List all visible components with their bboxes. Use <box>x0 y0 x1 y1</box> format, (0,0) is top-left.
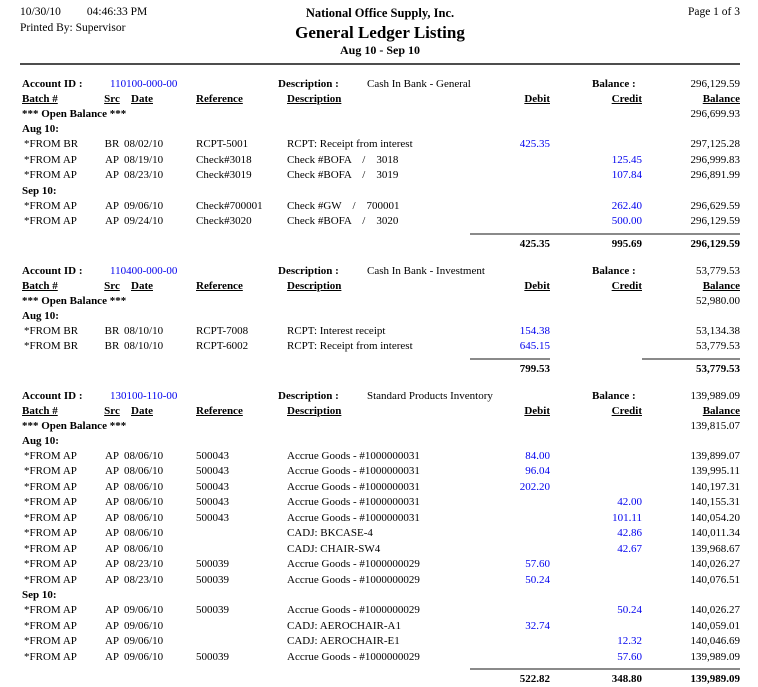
column-header-debit: Debit <box>470 92 550 107</box>
tx-reference: 500039 <box>194 603 286 619</box>
tx-src: AP <box>100 464 124 480</box>
tx-batch: *FROM BR <box>20 339 100 355</box>
tx-debit-amount <box>470 634 550 650</box>
column-header-description: Description <box>286 279 470 294</box>
header-left <box>20 6 295 34</box>
report-date: 10/30/10 <box>20 6 61 18</box>
tx-src: AP <box>100 480 124 496</box>
tx-reference: RCPT-5001 <box>194 137 286 153</box>
month-group-row <box>20 122 740 137</box>
column-header-balance: Balance <box>642 92 740 107</box>
tx-credit-amount <box>550 464 642 480</box>
tx-balance: 139,989.09 <box>642 650 740 666</box>
account-id-link[interactable]: 110100-000-00 <box>110 76 177 92</box>
tx-reference: 500043 <box>194 464 286 480</box>
tx-debit-amount <box>470 214 550 230</box>
tx-debit-amount[interactable]: 32.74 <box>470 619 550 635</box>
tx-description: Check #BOFA / 3019 <box>286 168 470 184</box>
month-group-row <box>20 588 740 603</box>
tx-date: 08/23/10 <box>124 168 194 184</box>
column-header-row <box>20 404 740 419</box>
transaction-row <box>20 214 740 230</box>
tx-batch: *FROM AP <box>20 526 100 542</box>
tx-reference <box>194 619 286 635</box>
transaction-row <box>20 650 740 666</box>
column-header-batch: Batch # <box>20 279 100 294</box>
total-balance: 296,129.59 <box>642 233 740 252</box>
tx-balance: 140,046.69 <box>642 634 740 650</box>
tx-credit-amount[interactable]: 57.60 <box>550 650 642 666</box>
tx-description: Check #BOFA / 3018 <box>286 153 470 169</box>
tx-credit-amount <box>550 339 642 355</box>
column-header-description: Description <box>286 404 470 419</box>
tx-date: 09/06/10 <box>124 634 194 650</box>
transaction-row <box>20 526 740 542</box>
account-totals-row <box>20 668 740 687</box>
tx-batch: *FROM AP <box>20 650 100 666</box>
tx-balance: 296,891.99 <box>642 168 740 184</box>
account-section <box>20 388 740 687</box>
tx-reference: 500043 <box>194 511 286 527</box>
tx-batch: *FROM AP <box>20 542 100 558</box>
tx-balance: 53,134.38 <box>642 324 740 340</box>
header-divider <box>20 63 740 65</box>
tx-description: CADJ: CHAIR-SW4 <box>286 542 470 558</box>
account-totals-row <box>20 233 740 252</box>
description-label: Description : <box>278 388 339 404</box>
month-label: Sep 10: <box>20 184 740 199</box>
report-header <box>20 6 740 58</box>
tx-date: 08/23/10 <box>124 573 194 589</box>
transaction-row <box>20 511 740 527</box>
account-id-link[interactable]: 130100-110-00 <box>110 388 177 404</box>
tx-src: AP <box>100 650 124 666</box>
tx-balance: 139,968.67 <box>642 542 740 558</box>
tx-date: 08/23/10 <box>124 557 194 573</box>
tx-batch: *FROM AP <box>20 480 100 496</box>
column-header-reference: Reference <box>194 92 286 107</box>
total-credit: 995.69 <box>550 233 642 252</box>
month-label: Aug 10: <box>20 309 740 324</box>
tx-description: RCPT: Receipt from interest <box>286 339 470 355</box>
column-header-balance: Balance <box>642 404 740 419</box>
tx-credit-amount[interactable]: 12.32 <box>550 634 642 650</box>
tx-date: 09/24/10 <box>124 214 194 230</box>
tx-debit-amount[interactable]: 96.04 <box>470 464 550 480</box>
account-description: Cash In Bank - Investment <box>367 263 485 279</box>
tx-balance: 140,054.20 <box>642 511 740 527</box>
total-debit: 425.35 <box>470 233 550 252</box>
tx-reference: 500039 <box>194 573 286 589</box>
tx-description: CADJ: AEROCHAIR-E1 <box>286 634 470 650</box>
column-header-date: Date <box>124 279 194 294</box>
tx-credit-amount[interactable]: 101.11 <box>550 511 642 527</box>
tx-batch: *FROM AP <box>20 573 100 589</box>
tx-src: AP <box>100 168 124 184</box>
tx-date: 09/06/10 <box>124 650 194 666</box>
tx-description: Accrue Goods - #1000000031 <box>286 449 470 465</box>
total-debit: 522.82 <box>470 668 550 687</box>
account-section <box>20 263 740 377</box>
header-center <box>295 6 465 58</box>
tx-debit-amount <box>470 526 550 542</box>
transaction-row <box>20 542 740 558</box>
tx-batch: *FROM AP <box>20 464 100 480</box>
tx-reference: 500039 <box>194 557 286 573</box>
tx-credit-amount[interactable]: 42.86 <box>550 526 642 542</box>
account-section <box>20 76 740 252</box>
transaction-row <box>20 168 740 184</box>
tx-balance: 140,011.34 <box>642 526 740 542</box>
transaction-row <box>20 480 740 496</box>
tx-date: 08/19/10 <box>124 153 194 169</box>
open-balance-row <box>20 419 740 434</box>
tx-date: 08/10/10 <box>124 339 194 355</box>
page-indicator: Page 1 of 3 <box>465 6 740 18</box>
tx-balance: 140,059.01 <box>642 619 740 635</box>
month-group-row <box>20 184 740 199</box>
tx-description: Accrue Goods - #1000000029 <box>286 650 470 666</box>
tx-batch: *FROM BR <box>20 324 100 340</box>
tx-src: AP <box>100 526 124 542</box>
tx-debit-amount[interactable]: 154.38 <box>470 324 550 340</box>
tx-credit-amount[interactable]: 42.00 <box>550 495 642 511</box>
description-label: Description : <box>278 263 339 279</box>
transaction-row <box>20 464 740 480</box>
total-balance: 53,779.53 <box>642 358 740 377</box>
column-header-description: Description <box>286 92 470 107</box>
account-id-label: Account ID : <box>22 76 83 92</box>
tx-description: RCPT: Receipt from interest <box>286 137 470 153</box>
tx-batch: *FROM AP <box>20 634 100 650</box>
column-header-credit: Credit <box>550 92 642 107</box>
tx-debit-amount[interactable]: 50.24 <box>470 573 550 589</box>
column-header-src: Src <box>100 404 124 419</box>
tx-description: Accrue Goods - #1000000031 <box>286 495 470 511</box>
tx-src: AP <box>100 634 124 650</box>
tx-src: AP <box>100 153 124 169</box>
tx-src: BR <box>100 339 124 355</box>
open-balance-value: 139,815.07 <box>691 419 741 434</box>
tx-description: Accrue Goods - #1000000029 <box>286 573 470 589</box>
column-header-debit: Debit <box>470 404 550 419</box>
tx-description: Accrue Goods - #1000000031 <box>286 511 470 527</box>
tx-credit-amount <box>550 573 642 589</box>
column-header-batch: Batch # <box>20 404 100 419</box>
tx-src: AP <box>100 573 124 589</box>
tx-date: 08/06/10 <box>124 464 194 480</box>
tx-debit-amount[interactable]: 57.60 <box>470 557 550 573</box>
month-group-row <box>20 434 740 449</box>
open-balance-label: *** Open Balance *** <box>20 107 126 122</box>
tx-debit-amount <box>470 511 550 527</box>
month-label: Sep 10: <box>20 588 740 603</box>
transaction-row <box>20 339 740 355</box>
tx-balance: 140,026.27 <box>642 603 740 619</box>
account-balance: 139,989.09 <box>691 388 741 404</box>
tx-balance: 53,779.53 <box>642 339 740 355</box>
tx-date: 08/06/10 <box>124 526 194 542</box>
tx-balance: 140,155.31 <box>642 495 740 511</box>
open-balance-row <box>20 107 740 122</box>
tx-batch: *FROM AP <box>20 153 100 169</box>
tx-description: CADJ: AEROCHAIR-A1 <box>286 619 470 635</box>
tx-debit-amount <box>470 168 550 184</box>
tx-credit-amount <box>550 137 642 153</box>
tx-date: 08/06/10 <box>124 480 194 496</box>
transaction-row <box>20 324 740 340</box>
transaction-row <box>20 495 740 511</box>
tx-debit-amount <box>470 495 550 511</box>
tx-balance: 296,999.83 <box>642 153 740 169</box>
tx-src: AP <box>100 449 124 465</box>
tx-reference: 500043 <box>194 449 286 465</box>
account-header <box>20 263 740 279</box>
account-id-label: Account ID : <box>22 263 83 279</box>
tx-debit-amount <box>470 542 550 558</box>
balance-label: Balance : <box>592 263 636 279</box>
total-credit <box>550 358 642 377</box>
tx-balance: 297,125.28 <box>642 137 740 153</box>
transaction-row <box>20 603 740 619</box>
tx-balance: 139,899.07 <box>642 449 740 465</box>
column-header-src: Src <box>100 279 124 294</box>
tx-reference: RCPT-6002 <box>194 339 286 355</box>
transaction-row <box>20 634 740 650</box>
tx-batch: *FROM AP <box>20 495 100 511</box>
tx-reference: Check#3019 <box>194 168 286 184</box>
tx-batch: *FROM AP <box>20 168 100 184</box>
tx-batch: *FROM AP <box>20 199 100 215</box>
column-header-date: Date <box>124 404 194 419</box>
tx-credit-amount <box>550 480 642 496</box>
tx-credit-amount[interactable]: 50.24 <box>550 603 642 619</box>
tx-batch: *FROM AP <box>20 214 100 230</box>
tx-credit-amount <box>550 449 642 465</box>
tx-reference: 500039 <box>194 650 286 666</box>
tx-balance: 140,026.27 <box>642 557 740 573</box>
account-totals-row <box>20 358 740 377</box>
tx-batch: *FROM AP <box>20 449 100 465</box>
balance-label: Balance : <box>592 76 636 92</box>
tx-src: BR <box>100 324 124 340</box>
total-credit: 348.80 <box>550 668 642 687</box>
tx-credit-amount <box>550 619 642 635</box>
tx-description: Accrue Goods - #1000000029 <box>286 557 470 573</box>
transaction-row <box>20 153 740 169</box>
tx-date: 09/06/10 <box>124 619 194 635</box>
tx-reference: Check#3018 <box>194 153 286 169</box>
tx-reference <box>194 634 286 650</box>
open-balance-label: *** Open Balance *** <box>20 419 126 434</box>
tx-balance: 296,129.59 <box>642 214 740 230</box>
tx-debit-amount[interactable]: 645.15 <box>470 339 550 355</box>
tx-src: AP <box>100 542 124 558</box>
tx-date: 08/06/10 <box>124 542 194 558</box>
column-header-balance: Balance <box>642 279 740 294</box>
tx-src: AP <box>100 511 124 527</box>
tx-src: BR <box>100 137 124 153</box>
tx-debit-amount[interactable]: 84.00 <box>470 449 550 465</box>
column-header-date: Date <box>124 92 194 107</box>
month-label: Aug 10: <box>20 122 740 137</box>
open-balance-value: 296,699.93 <box>691 107 741 122</box>
company-name: National Office Supply, Inc. <box>295 6 465 21</box>
tx-src: AP <box>100 214 124 230</box>
printed-by: Printed By: Supervisor <box>20 22 295 34</box>
tx-src: AP <box>100 603 124 619</box>
tx-src: AP <box>100 557 124 573</box>
tx-credit-amount[interactable]: 500.00 <box>550 214 642 230</box>
report-time: 04:46:33 PM <box>87 6 147 18</box>
account-description: Standard Products Inventory <box>367 388 493 404</box>
transactions <box>20 434 740 666</box>
column-header-row <box>20 92 740 107</box>
tx-batch: *FROM AP <box>20 619 100 635</box>
column-header-src: Src <box>100 92 124 107</box>
tx-date: 09/06/10 <box>124 603 194 619</box>
tx-debit-amount[interactable]: 202.20 <box>470 480 550 496</box>
tx-date: 08/06/10 <box>124 449 194 465</box>
column-header-row <box>20 279 740 294</box>
column-header-credit: Credit <box>550 279 642 294</box>
total-balance: 139,989.09 <box>642 668 740 687</box>
tx-reference: 500043 <box>194 480 286 496</box>
tx-reference: Check#3020 <box>194 214 286 230</box>
tx-description: CADJ: BKCASE-4 <box>286 526 470 542</box>
transaction-row <box>20 137 740 153</box>
tx-credit-amount <box>550 557 642 573</box>
tx-credit-amount[interactable]: 107.84 <box>550 168 642 184</box>
tx-batch: *FROM AP <box>20 603 100 619</box>
account-description: Cash In Bank - General <box>367 76 471 92</box>
tx-debit-amount <box>470 603 550 619</box>
tx-batch: *FROM AP <box>20 511 100 527</box>
tx-date: 08/06/10 <box>124 495 194 511</box>
tx-src: AP <box>100 495 124 511</box>
tx-description: Check #BOFA / 3020 <box>286 214 470 230</box>
account-id-label: Account ID : <box>22 388 83 404</box>
tx-balance: 296,629.59 <box>642 199 740 215</box>
tx-reference: 500043 <box>194 495 286 511</box>
report-period: Aug 10 - Sep 10 <box>295 43 465 58</box>
tx-description: Accrue Goods - #1000000031 <box>286 480 470 496</box>
open-balance-label: *** Open Balance *** <box>20 294 126 309</box>
tx-balance: 140,197.31 <box>642 480 740 496</box>
transactions <box>20 309 740 355</box>
total-debit: 799.53 <box>470 358 550 377</box>
account-balance: 53,779.53 <box>696 263 740 279</box>
transaction-row <box>20 557 740 573</box>
open-balance-row <box>20 294 740 309</box>
column-header-batch: Batch # <box>20 92 100 107</box>
tx-debit-amount[interactable]: 425.35 <box>470 137 550 153</box>
tx-debit-amount <box>470 199 550 215</box>
account-balance: 296,129.59 <box>691 76 741 92</box>
tx-credit-amount[interactable]: 262.40 <box>550 199 642 215</box>
tx-src: AP <box>100 199 124 215</box>
tx-batch: *FROM BR <box>20 137 100 153</box>
column-header-reference: Reference <box>194 279 286 294</box>
month-label: Aug 10: <box>20 434 740 449</box>
account-header <box>20 76 740 92</box>
column-header-debit: Debit <box>470 279 550 294</box>
transaction-row <box>20 449 740 465</box>
tx-debit-amount <box>470 650 550 666</box>
tx-balance: 139,995.11 <box>642 464 740 480</box>
tx-debit-amount <box>470 153 550 169</box>
account-header <box>20 388 740 404</box>
transaction-row <box>20 619 740 635</box>
tx-date: 09/06/10 <box>124 199 194 215</box>
accounts-container <box>20 76 740 687</box>
tx-date: 08/06/10 <box>124 511 194 527</box>
tx-date: 08/10/10 <box>124 324 194 340</box>
tx-description: Accrue Goods - #1000000029 <box>286 603 470 619</box>
tx-credit-amount[interactable]: 42.67 <box>550 542 642 558</box>
tx-reference: RCPT-7008 <box>194 324 286 340</box>
tx-reference <box>194 526 286 542</box>
tx-description: Check #GW / 700001 <box>286 199 470 215</box>
report-title: General Ledger Listing <box>295 22 465 43</box>
column-header-credit: Credit <box>550 404 642 419</box>
column-header-reference: Reference <box>194 404 286 419</box>
tx-credit-amount <box>550 324 642 340</box>
tx-balance: 140,076.51 <box>642 573 740 589</box>
tx-date: 08/02/10 <box>124 137 194 153</box>
balance-label: Balance : <box>592 388 636 404</box>
description-label: Description : <box>278 76 339 92</box>
tx-reference <box>194 542 286 558</box>
tx-reference: Check#700001 <box>194 199 286 215</box>
tx-batch: *FROM AP <box>20 557 100 573</box>
transactions <box>20 122 740 230</box>
open-balance-value: 52,980.00 <box>696 294 740 309</box>
transaction-row <box>20 573 740 589</box>
tx-description: Accrue Goods - #1000000031 <box>286 464 470 480</box>
transaction-row <box>20 199 740 215</box>
tx-credit-amount[interactable]: 125.45 <box>550 153 642 169</box>
tx-src: AP <box>100 619 124 635</box>
account-id-link[interactable]: 110400-000-00 <box>110 263 177 279</box>
month-group-row <box>20 309 740 324</box>
tx-description: RCPT: Interest receipt <box>286 324 470 340</box>
